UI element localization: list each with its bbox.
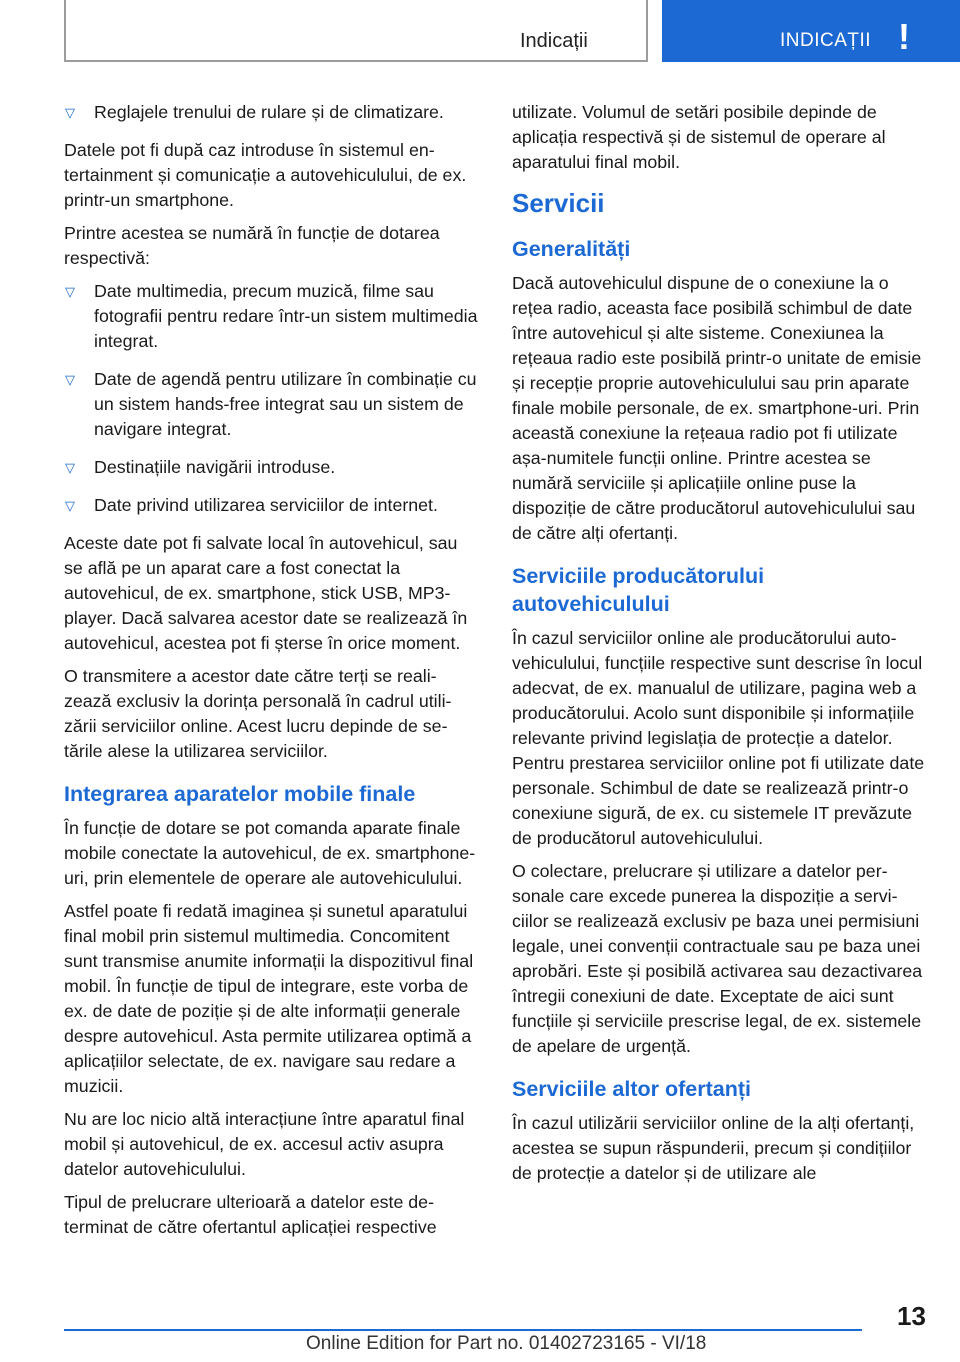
list-item: ▽ Date de agendă pentru utilizare în combinație cu un sistem hands-free integrat sau un sistem de navigare integrat. [65, 369, 477, 439]
triangle-bullet-icon: ▽ [65, 498, 75, 513]
paragraph: utilizate. Volumul de setări posibile depinde de aplicația respectivă și de sistemul de operare al aparatului final mobil. [512, 102, 886, 172]
paragraph: În cazul serviciilor online ale producătorului autovehiculului, funcțiile respective sunt descrise în locul adecvat, de ex. manualul de utilizare, pagina web a producătorului. Acolo sunt disponibile și informațiile relevante privind legislația de protecție a datelor. Pentru prestarea serviciilor online pot fi utilizate date personale. Schimbul de date se realizează printr-o conexiune sigură, de ex. cu sistemele IT prevăzute de producătorul autovehiculului. [512, 628, 925, 848]
paragraph: Dacă autovehiculul dispune de o conexiune la o rețea radio, aceasta face posibilă schimbul de date între autovehicul și alte sisteme. Conexiunea la rețeaua radio este posibilă printr-o unitate de emisie și recepție proprie autovehiculului sau prin aparate finale mobile personale, de ex. smartphone-uri. Prin această conexiune la rețeaua radio pot fi utilizate așa-numitele funcții online. Printre acestea se numără serviciile și aplicațiile online puse la dispoziție de către producătorul autovehiculului sau de către alți ofertanți. [512, 273, 922, 543]
triangle-bullet-icon: ▽ [65, 284, 75, 299]
triangle-bullet-icon: ▽ [65, 460, 75, 475]
triangle-bullet-icon: ▽ [65, 105, 75, 120]
paragraph: Datele pot fi după caz introduse în sistemul entertainment și comunicație a autovehiculului, de ex. printr-un smartphone. [64, 140, 467, 210]
page-number: 13 [897, 1301, 926, 1331]
paragraph: Astfel poate fi redată imaginea și sunetul aparatului final mobil prin sistemul multimedia. Concomitent sunt transmise anumite informații la dispozitivul final mobil. În funcție de tipul de integrare, este vorba de ex. de date de poziție și de alte informații generale despre autovehicul. Asta permite utilizarea optimă a aplicațiilor selectate, de ex. navigare sau redare a muzicii. [64, 901, 474, 1096]
paragraph: Aceste date pot fi salvate local în autovehicul, sau se află pe un aparat care a fost conectat la autovehicul, de ex. smartphone, stick USB, MP3-player. Dacă salvarea acestor date se realizează în autovehicul, acestea pot fi șterse în orice moment. [64, 533, 468, 653]
section-heading: Generalități [512, 237, 631, 261]
footer-divider [64, 1329, 862, 1331]
list-item: ▽ Date multimedia, precum muzică, filme sau fotografii pentru redare într-un sistem multimedia integrat. [65, 281, 478, 351]
edition-note: Online Edition for Part no. 01402723165 - VI/18 [306, 1333, 707, 1354]
section-heading: Integrarea aparatelor mobile finale [64, 782, 416, 806]
left-column [64, 100, 478, 1248]
list-item: ▽ Date privind utilizarea serviciilor de internet. [64, 493, 478, 518]
paragraph: O transmitere a acestor date către terți se realizează exclusiv la dorința personală în cadrul utilizării serviciilor online. Acest lucru depinde de setările alese la utilizarea serviciilor. [64, 666, 452, 761]
right-column [512, 100, 927, 1194]
section-heading: Serviciile altor ofertanți [512, 1077, 751, 1101]
paragraph: Printre acestea se numără în funcție de dotarea respectivă: [64, 223, 440, 268]
triangle-bullet-icon: ▽ [65, 372, 75, 387]
header-section-title: Indicații [520, 30, 588, 52]
paragraph: În cazul utilizării serviciilor online de la alți ofertanți, acestea se supun răspunderii, precum și condițiilor de protecție a datelor și de utilizare ale [512, 1113, 915, 1183]
chapter-heading: Servicii [512, 188, 605, 218]
section-heading: Serviciile producătorului autovehiculului [512, 564, 765, 616]
paragraph: În funcție de dotare se pot comanda aparate finale mobile conectate la autovehicul, de ex. smartphone-uri, prin elementele de operare ale autovehiculului. [64, 818, 476, 888]
paragraph: Tipul de prelucrare ulterioară a datelor este determinat de către ofertantul aplicației respective [64, 1192, 437, 1237]
chapter-tab [662, 0, 960, 62]
paragraph: Nu are loc nicio altă interacțiune între aparatul final mobil și autovehicul, de ex. accesul activ asupra datelor autovehiculului. [64, 1109, 465, 1179]
chapter-title: INDICAȚII [780, 30, 872, 51]
paragraph: O colectare, prelucrare și utilizare a datelor personale care excede punerea la dispoziție a serviciilor se realizează exclusiv pe baza unei permisiuni legale, unei convenții contractuale sau pe baza unei aprobări. Este și posibilă activarea sau dezactivarea întregii conexiuni de date. Exceptate de aici sunt funcțiile și serviciile prescrise legal, de ex. sistemele de apelare de urgență. [512, 861, 923, 1056]
list-item: ▽ Destinațiile navigării introduse. [64, 455, 478, 480]
list-item: ▽ Reglajele trenului de rulare și de climatizare. [64, 100, 478, 125]
exclamation-icon: ! [898, 16, 910, 57]
